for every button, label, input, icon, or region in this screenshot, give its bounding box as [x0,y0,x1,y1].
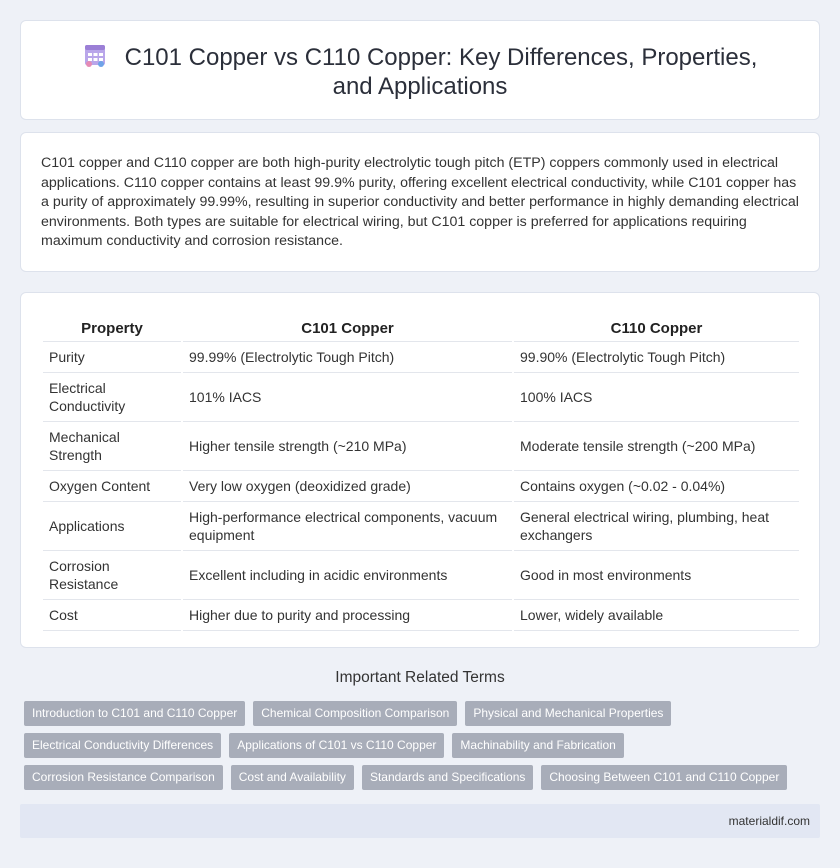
related-term-tag[interactable]: Standards and Specifications [362,765,533,790]
table-row [43,421,799,470]
table-row [43,599,799,630]
c110-cell: Lower, widely available [513,599,799,630]
c110-cell: 99.90% (Electrolytic Tough Pitch) [513,341,799,372]
footer-site-link[interactable]: materialdif.com [728,814,810,828]
intro-card [20,132,820,272]
table-row [43,550,799,599]
comparison-table-card [20,292,820,648]
related-term-tag[interactable]: Applications of C101 vs C110 Copper [229,733,444,758]
related-term-tag[interactable]: Physical and Mechanical Properties [465,701,671,726]
property-cell: Purity [43,341,182,372]
table-icon [83,44,109,68]
c110-cell: Good in most environments [513,550,799,599]
property-cell: Corrosion Resistance [43,550,182,599]
tag-row [24,733,824,758]
related-term-tag[interactable]: Corrosion Resistance Comparison [24,765,223,790]
c101-cell: 99.99% (Electrolytic Tough Pitch) [182,341,513,372]
property-cell: Oxygen Content [43,470,182,501]
header-c101: C101 Copper [182,313,513,341]
table-header-row [43,313,799,341]
c101-cell: Higher tensile strength (~210 MPa) [182,421,513,470]
property-cell: Applications [43,501,182,550]
related-term-tag[interactable]: Introduction to C101 and C110 Copper [24,701,245,726]
header-property: Property [43,313,182,341]
related-term-tag[interactable]: Electrical Conductivity Differences [24,733,221,758]
table-row [43,372,799,421]
table-row [43,341,799,372]
comparison-table [43,313,799,631]
related-term-tag[interactable]: Machinability and Fabrication [452,733,623,758]
property-cell: Electrical Conductivity [43,372,182,421]
related-terms-tags [24,701,824,797]
intro-paragraph: C101 copper and C110 copper are both high-purity electrolytic tough pitch (ETP) coppers commonly used in electrical applications. C110 copper contains at least 99.9% purity, offering excellent electrical conductivity, while C101 copper has a purity of approximately 99.99%, resulting in superior conductivity and better performance in highly demanding electrical environments. Both types are suitable for electrical wiring, but C101 copper is preferred for applications requiring maximum conductivity and corrosion resistance. [41,155,799,250]
c110-cell: 100% IACS [513,372,799,421]
c110-cell: Moderate tensile strength (~200 MPa) [513,421,799,470]
related-term-tag[interactable]: Choosing Between C101 and C110 Copper [541,765,787,790]
header-card [20,20,820,120]
related-term-tag[interactable]: Cost and Availability [231,765,354,790]
c101-cell: Higher due to purity and processing [182,599,513,630]
c101-cell: Excellent including in acidic environments [182,550,513,599]
table-row [43,501,799,550]
footer [20,804,820,838]
title-wrap [21,43,819,101]
property-cell: Cost [43,599,182,630]
c101-cell: 101% IACS [182,372,513,421]
page-title [61,43,779,101]
property-cell: Mechanical Strength [43,421,182,470]
table-row [43,470,799,501]
related-term-tag[interactable]: Chemical Composition Comparison [253,701,457,726]
tag-row [24,765,824,790]
c101-cell: Very low oxygen (deoxidized grade) [182,470,513,501]
header-c110: C110 Copper [513,313,799,341]
page-title-text: C101 Copper vs C110 Copper: Key Differences, Properties, and Applications [124,44,758,100]
c110-cell: Contains oxygen (~0.02 - 0.04%) [513,470,799,501]
related-terms-title: Important Related Terms [335,669,505,686]
c101-cell: High-performance electrical components, vacuum equipment [182,501,513,550]
c110-cell: General electrical wiring, plumbing, heat exchangers [513,501,799,550]
tag-row [24,701,824,726]
